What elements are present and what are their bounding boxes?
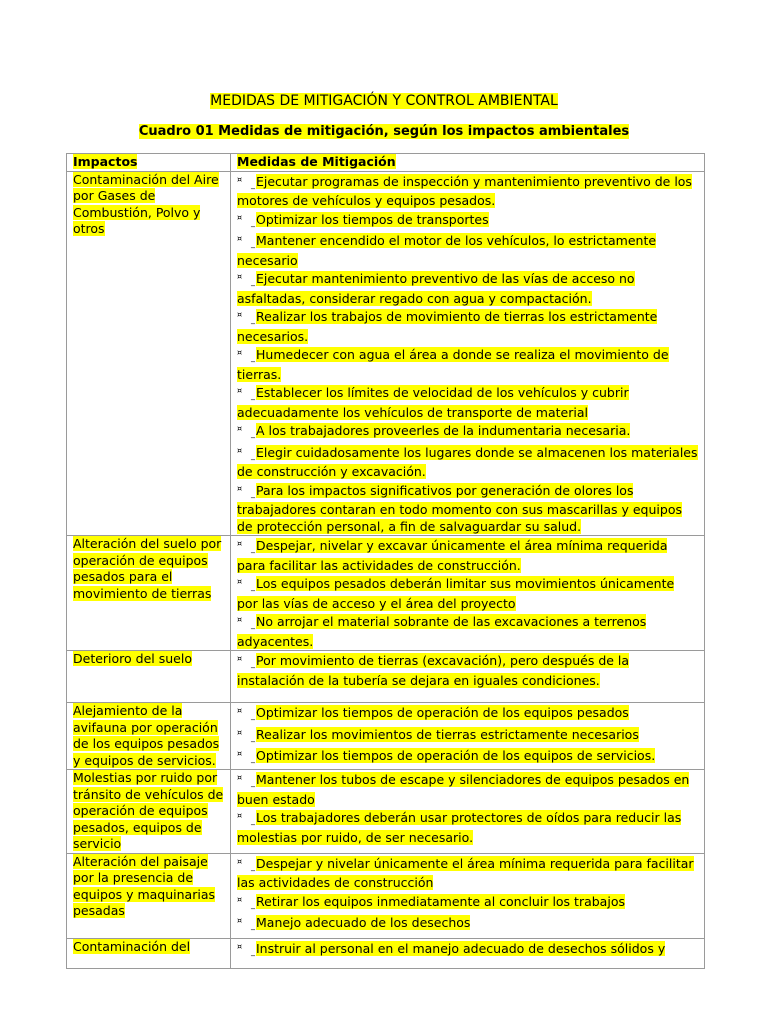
measure-item [237,536,698,574]
document-title [0,92,768,110]
dash-mark: _ [251,778,255,787]
measure-item [237,746,698,768]
mitigation-table [66,153,705,969]
impact-cell [67,651,231,703]
impact-text: Alteración del suelo por operación de equipos pesados para el movimiento de tierras [73,536,222,601]
dash-mark: _ [251,353,255,362]
bullet-icon: ¤ [237,234,243,243]
document-subtitle-text: Cuadro 01 Medidas de mitigación, según los impactos ambientales [138,124,630,139]
measure-text: A los trabajadores proveerles de la indumentaria necesaria. [256,423,631,438]
table-row [67,171,705,536]
dash-mark: _ [251,899,255,909]
impact-cell [67,938,231,968]
measure-item [237,854,698,892]
table-row [67,651,705,703]
document-subtitle [0,123,768,140]
measure-text: Mantener encendido el motor de los vehículos, lo estrictamente necesario [237,233,657,268]
measure-text: Manejo adecuado de los desechos [256,915,471,930]
measures-cell [231,703,705,770]
measure-item [237,345,698,383]
measure-text: Despejar y nivelar únicamente el área mínima requerida para facilitar las actividades de construcción [237,855,694,890]
measure-item [237,651,698,689]
bullet-icon: ¤ [237,749,243,758]
dash-mark: _ [251,711,255,720]
bullet-icon: ¤ [237,348,243,357]
measures-cell [231,171,705,536]
dash-mark: _ [251,429,255,438]
bullet-icon: ¤ [237,615,243,624]
bullet-icon: ¤ [237,310,243,319]
measure-item [237,703,698,725]
dash-mark: _ [251,544,255,553]
table-header-row [67,154,705,172]
bullet-icon: ¤ [237,445,243,455]
header-medidas: Medidas de Mitigación [231,154,705,172]
measure-text: Realizar los trabajos de movimiento de tierras los estrictamente necesarios. [237,309,658,344]
measure-text: Optimizar los tiempos de operación de los equipos de servicios. [256,748,656,763]
dash-mark: _ [251,732,255,742]
measure-text: Retirar los equipos inmediatamente al concluir los trabajos [256,893,625,909]
header-impactos: Impactos [67,154,231,172]
dash-mark: _ [251,861,255,871]
bullet-icon: ¤ [237,386,243,395]
dash-mark: _ [251,315,255,324]
impact-cell [67,703,231,770]
bullet-icon: ¤ [237,654,243,663]
bullet-icon: ¤ [237,577,243,586]
bullet-icon: ¤ [237,811,243,820]
measures-cell [231,770,705,854]
measure-text: Elegir cuidadosamente los lugares donde se almacenen los materiales de construcción y excavación. [237,444,698,479]
dash-mark: _ [251,946,255,956]
bullet-icon: ¤ [237,894,243,904]
measure-item [237,770,698,808]
impact-text: Molestias por ruido por tránsito de vehículos de operación de equipos pesados, equipos de servicio [73,770,224,851]
dash-mark: _ [251,754,255,763]
bullet-icon: ¤ [237,539,243,548]
bullet-icon: ¤ [237,706,243,715]
impact-cell [67,171,231,536]
measure-text: Realizar los movimientos de tierras estrictamente necesarios [256,726,639,742]
measure-item [237,172,698,210]
dash-mark: _ [251,450,255,460]
measure-text: Por movimiento de tierras (excavación), pero después de la instalación de la tubería se dejara en iguales condiciones. [237,653,630,688]
bullet-icon: ¤ [237,424,243,433]
measure-text: Ejecutar mantenimiento preventivo de las vías de acceso no asfaltadas, considerar regado con agua y compactación. [237,271,635,306]
impact-text: Alteración del paisaje por la presencia de equipos y maquinarias pesadas [73,853,215,918]
measure-item [237,913,698,935]
dash-mark: _ [251,488,255,498]
measure-item [237,383,698,421]
dash-mark: _ [251,620,255,629]
measure-text: Optimizar los tiempos de operación de los equipos pesados [256,705,629,720]
measure-text: Instruir al personal en el manejo adecuado de desechos sólidos y [256,940,666,956]
dash-mark: _ [251,277,255,286]
bullet-icon: ¤ [237,941,243,951]
measure-item [237,725,698,747]
bullet-icon: ¤ [237,174,243,184]
measure-item [237,421,698,443]
dash-mark: _ [251,391,255,400]
dash-mark: _ [251,239,255,248]
impact-text: Contaminación del Aire por Gases de Combustión, Polvo y otros [73,171,219,236]
dash-mark: _ [251,582,255,591]
measure-text: Los equipos pesados deberán limitar sus movimientos únicamente por las vías de acceso y el área del proyecto [237,576,675,611]
table-row [67,853,705,938]
measure-item [237,612,698,650]
measure-text: Ejecutar programas de inspección y mantenimiento preventivo de los motores de vehículos y equipos pesados. [237,173,692,208]
measure-text: Despejar, nivelar y excavar únicamente el área mínima requerida para facilitar las actividades de construcción. [237,538,668,573]
impact-text: Contaminación del [73,938,191,954]
table-body [67,171,705,968]
impact-text: Deterioro del suelo [73,651,192,666]
measure-text: Para los impactos significativos por generación de olores los trabajadores contaran en todo momento con sus mascarillas y equipos de protección personal, a fin de salvaguardar su salud. [237,482,682,534]
dash-mark: _ [251,816,255,825]
impact-cell [67,770,231,854]
measure-item [237,210,698,232]
measure-item [237,574,698,612]
measure-text: Humedecer con agua el área a donde se realiza el movimiento de tierras. [237,347,669,382]
dash-mark: _ [251,179,255,189]
measures-cell [231,651,705,703]
measure-text: Establecer los límites de velocidad de los vehículos y cubrir adecuadamente los vehículos de transporte de material [237,385,629,420]
impact-text: Alejamiento de la avifauna por operación de los equipos pesados y equipos de servicios. [73,703,220,768]
bullet-icon: ¤ [237,272,243,281]
bullet-icon: ¤ [237,773,243,782]
measure-item [237,481,698,536]
bullet-icon: ¤ [237,483,243,493]
document-title-text: MEDIDAS DE MITIGACIÓN Y CONTROL AMBIENTAL [210,93,558,109]
impact-cell [67,536,231,651]
measure-text: Mantener los tubos de escape y silenciadores de equipos pesados en buen estado [237,772,690,807]
measure-item [237,307,698,345]
dash-mark: _ [251,659,255,668]
measures-cell [231,938,705,968]
measures-cell [231,853,705,938]
measure-item [237,443,698,481]
measures-cell [231,536,705,651]
measure-item [237,231,698,269]
measure-text: Los trabajadores deberán usar protectores de oídos para reducir las molestias por ruido, de ser necesario. [237,810,682,845]
measure-item [237,808,698,846]
dash-mark: _ [251,921,255,930]
measure-text: No arrojar el material sobrante de las excavaciones a terrenos adyacentes. [237,614,647,649]
table-row [67,536,705,651]
table-row [67,938,705,968]
dash-mark: _ [251,217,255,227]
bullet-icon: ¤ [237,916,243,925]
table-row [67,703,705,770]
table-row [67,770,705,854]
impact-cell [67,853,231,938]
measure-item [237,892,698,914]
bullet-icon: ¤ [237,212,243,222]
measure-item [237,269,698,307]
bullet-icon: ¤ [237,856,243,866]
bullet-icon: ¤ [237,727,243,737]
measure-text: Optimizar los tiempos de transportes [256,211,489,227]
measure-item [237,939,698,961]
